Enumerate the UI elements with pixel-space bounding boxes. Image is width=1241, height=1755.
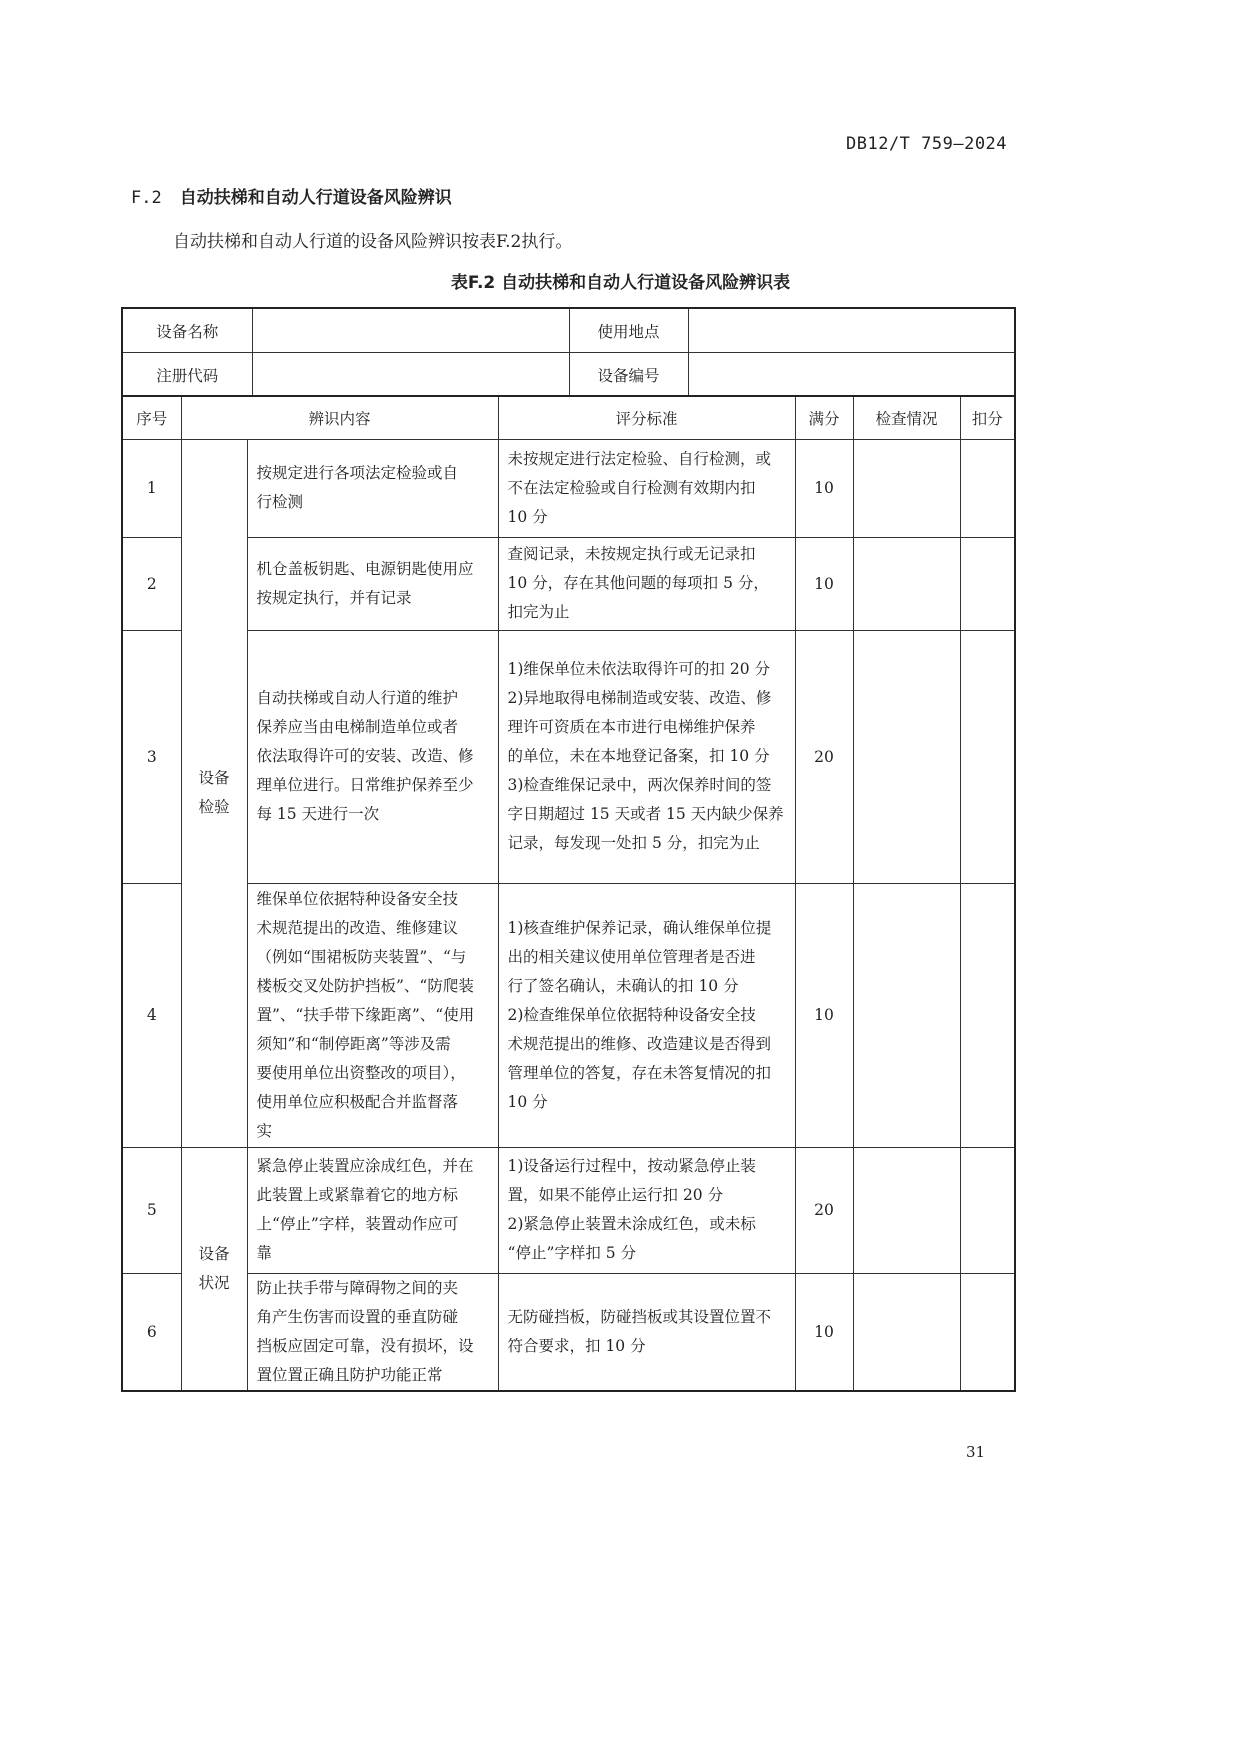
row-criteria: 无防碰挡板，防碰挡板或其设置位置不 符合要求，扣 10 分	[498, 1273, 795, 1391]
table-header-row	[122, 396, 1015, 439]
row-full-score: 20	[795, 1147, 853, 1273]
row-seq: 1	[122, 439, 181, 537]
category-cell: 设备 检验	[181, 439, 247, 1147]
row-deduct-field[interactable]	[960, 439, 1015, 537]
category-cell: 设备 状况	[181, 1147, 247, 1391]
device-name-field[interactable]	[252, 308, 569, 353]
table-row	[122, 1147, 1015, 1273]
row-content: 紧急停止装置应涂成红色，并在 此装置上或紧靠着它的地方标 上“停止”字样，装置动作应可 靠	[247, 1147, 498, 1273]
table-row	[122, 630, 1015, 883]
row-criteria: 1)维保单位未依法取得许可的扣 20 分 2)异地取得电梯制造或安装、改造、修 理许可资质在本市进行电梯维护保养 的单位，未在本地登记备案，扣 10 分 3)检查维保记录中，两次保养时间的签 字日期超过 15 天或者 15 天内缺少保养 记录，每发现一处扣 5 分，扣完为止	[498, 630, 795, 883]
row-criteria: 未按规定进行法定检验、自行检测，或 不在法定检验或自行检测有效期内扣 10 分	[498, 439, 795, 537]
row-content: 自动扶梯或自动人行道的维护 保养应当由电梯制造单位或者 依法取得许可的安装、改造、修 理单位进行。日常维护保养至少 每 15 天进行一次	[247, 630, 498, 883]
risk-table	[121, 395, 1016, 1392]
row-content: 机仓盖板钥匙、电源钥匙使用应 按规定执行，并有记录	[247, 537, 498, 630]
col-header-check: 检查情况	[853, 396, 960, 439]
row-check-field[interactable]	[853, 883, 960, 1147]
row-seq: 3	[122, 630, 181, 883]
intro-paragraph: 自动扶梯和自动人行道的设备风险辨识按表F.2执行。	[173, 232, 573, 252]
row-deduct-field[interactable]	[960, 1147, 1015, 1273]
row-seq: 2	[122, 537, 181, 630]
device-no-label: 设备编号	[569, 353, 688, 397]
row-full-score: 10	[795, 537, 853, 630]
reg-code-field[interactable]	[252, 353, 569, 397]
location-field[interactable]	[688, 308, 1015, 353]
document-id: DB12/T 759—2024	[846, 134, 1008, 154]
row-full-score: 10	[795, 439, 853, 537]
col-header-seq: 序号	[122, 396, 181, 439]
row-criteria: 1)设备运行过程中，按动紧急停止装 置，如果不能停止运行扣 20 分 2)紧急停止装置未涂成红色，或未标 “停止”字样扣 5 分	[498, 1147, 795, 1273]
row-check-field[interactable]	[853, 537, 960, 630]
row-content: 防止扶手带与障碍物之间的夹 角产生伤害而设置的垂直防碰 挡板应固定可靠，没有损坏，设 置位置正确且防护功能正常	[247, 1273, 498, 1391]
device-no-field[interactable]	[688, 353, 1015, 397]
info-row	[122, 353, 1015, 397]
col-header-full: 满分	[795, 396, 853, 439]
row-criteria: 1)核查维护保养记录，确认维保单位提 出的相关建议使用单位管理者是否进 行了签名确认，未确认的扣 10 分 2)检查维保单位依据特种设备安全技 术规范提出的维修、改造建议是否得到 管理单位的答复，存在未答复情况的扣 10 分	[498, 883, 795, 1147]
row-check-field[interactable]	[853, 630, 960, 883]
row-seq: 6	[122, 1273, 181, 1391]
device-name-label: 设备名称	[122, 308, 252, 353]
table-row	[122, 439, 1015, 537]
row-deduct-field[interactable]	[960, 630, 1015, 883]
table-caption: 表F.2 自动扶梯和自动人行道设备风险辨识表	[450, 273, 791, 293]
row-deduct-field[interactable]	[960, 1273, 1015, 1391]
col-header-deduct: 扣分	[960, 396, 1015, 439]
location-label: 使用地点	[569, 308, 688, 353]
row-check-field[interactable]	[853, 1273, 960, 1391]
section-heading	[131, 183, 452, 208]
info-table	[121, 307, 1016, 397]
row-check-field[interactable]	[853, 1147, 960, 1273]
section-number: F.2	[131, 188, 162, 208]
row-deduct-field[interactable]	[960, 537, 1015, 630]
col-header-content: 辨识内容	[181, 396, 498, 439]
row-content: 维保单位依据特种设备安全技 术规范提出的改造、维修建议 （例如“围裙板防夹装置”、“与 楼板交叉处防护挡板”、“防爬装 置”、“扶手带下缘距离”、“使用 须知”和“制停距离”等涉及需 要使用单位出资整改的项目）， 使用单位应积极配合并监督落 实	[247, 883, 498, 1147]
row-seq: 4	[122, 883, 181, 1147]
row-seq: 5	[122, 1147, 181, 1273]
table-row	[122, 1273, 1015, 1391]
row-criteria: 查阅记录，未按规定执行或无记录扣 10 分，存在其他问题的每项扣 5 分， 扣完为止	[498, 537, 795, 630]
table-row	[122, 537, 1015, 630]
row-content: 按规定进行各项法定检验或自 行检测	[247, 439, 498, 537]
table-row	[122, 883, 1015, 1147]
col-header-criteria: 评分标准	[498, 396, 795, 439]
row-full-score: 10	[795, 1273, 853, 1391]
page-number: 31	[966, 1443, 986, 1461]
row-deduct-field[interactable]	[960, 883, 1015, 1147]
row-full-score: 20	[795, 630, 853, 883]
reg-code-label: 注册代码	[122, 353, 252, 397]
row-check-field[interactable]	[853, 439, 960, 537]
section-title: 自动扶梯和自动人行道设备风险辨识	[179, 188, 452, 208]
info-row	[122, 308, 1015, 353]
row-full-score: 10	[795, 883, 853, 1147]
